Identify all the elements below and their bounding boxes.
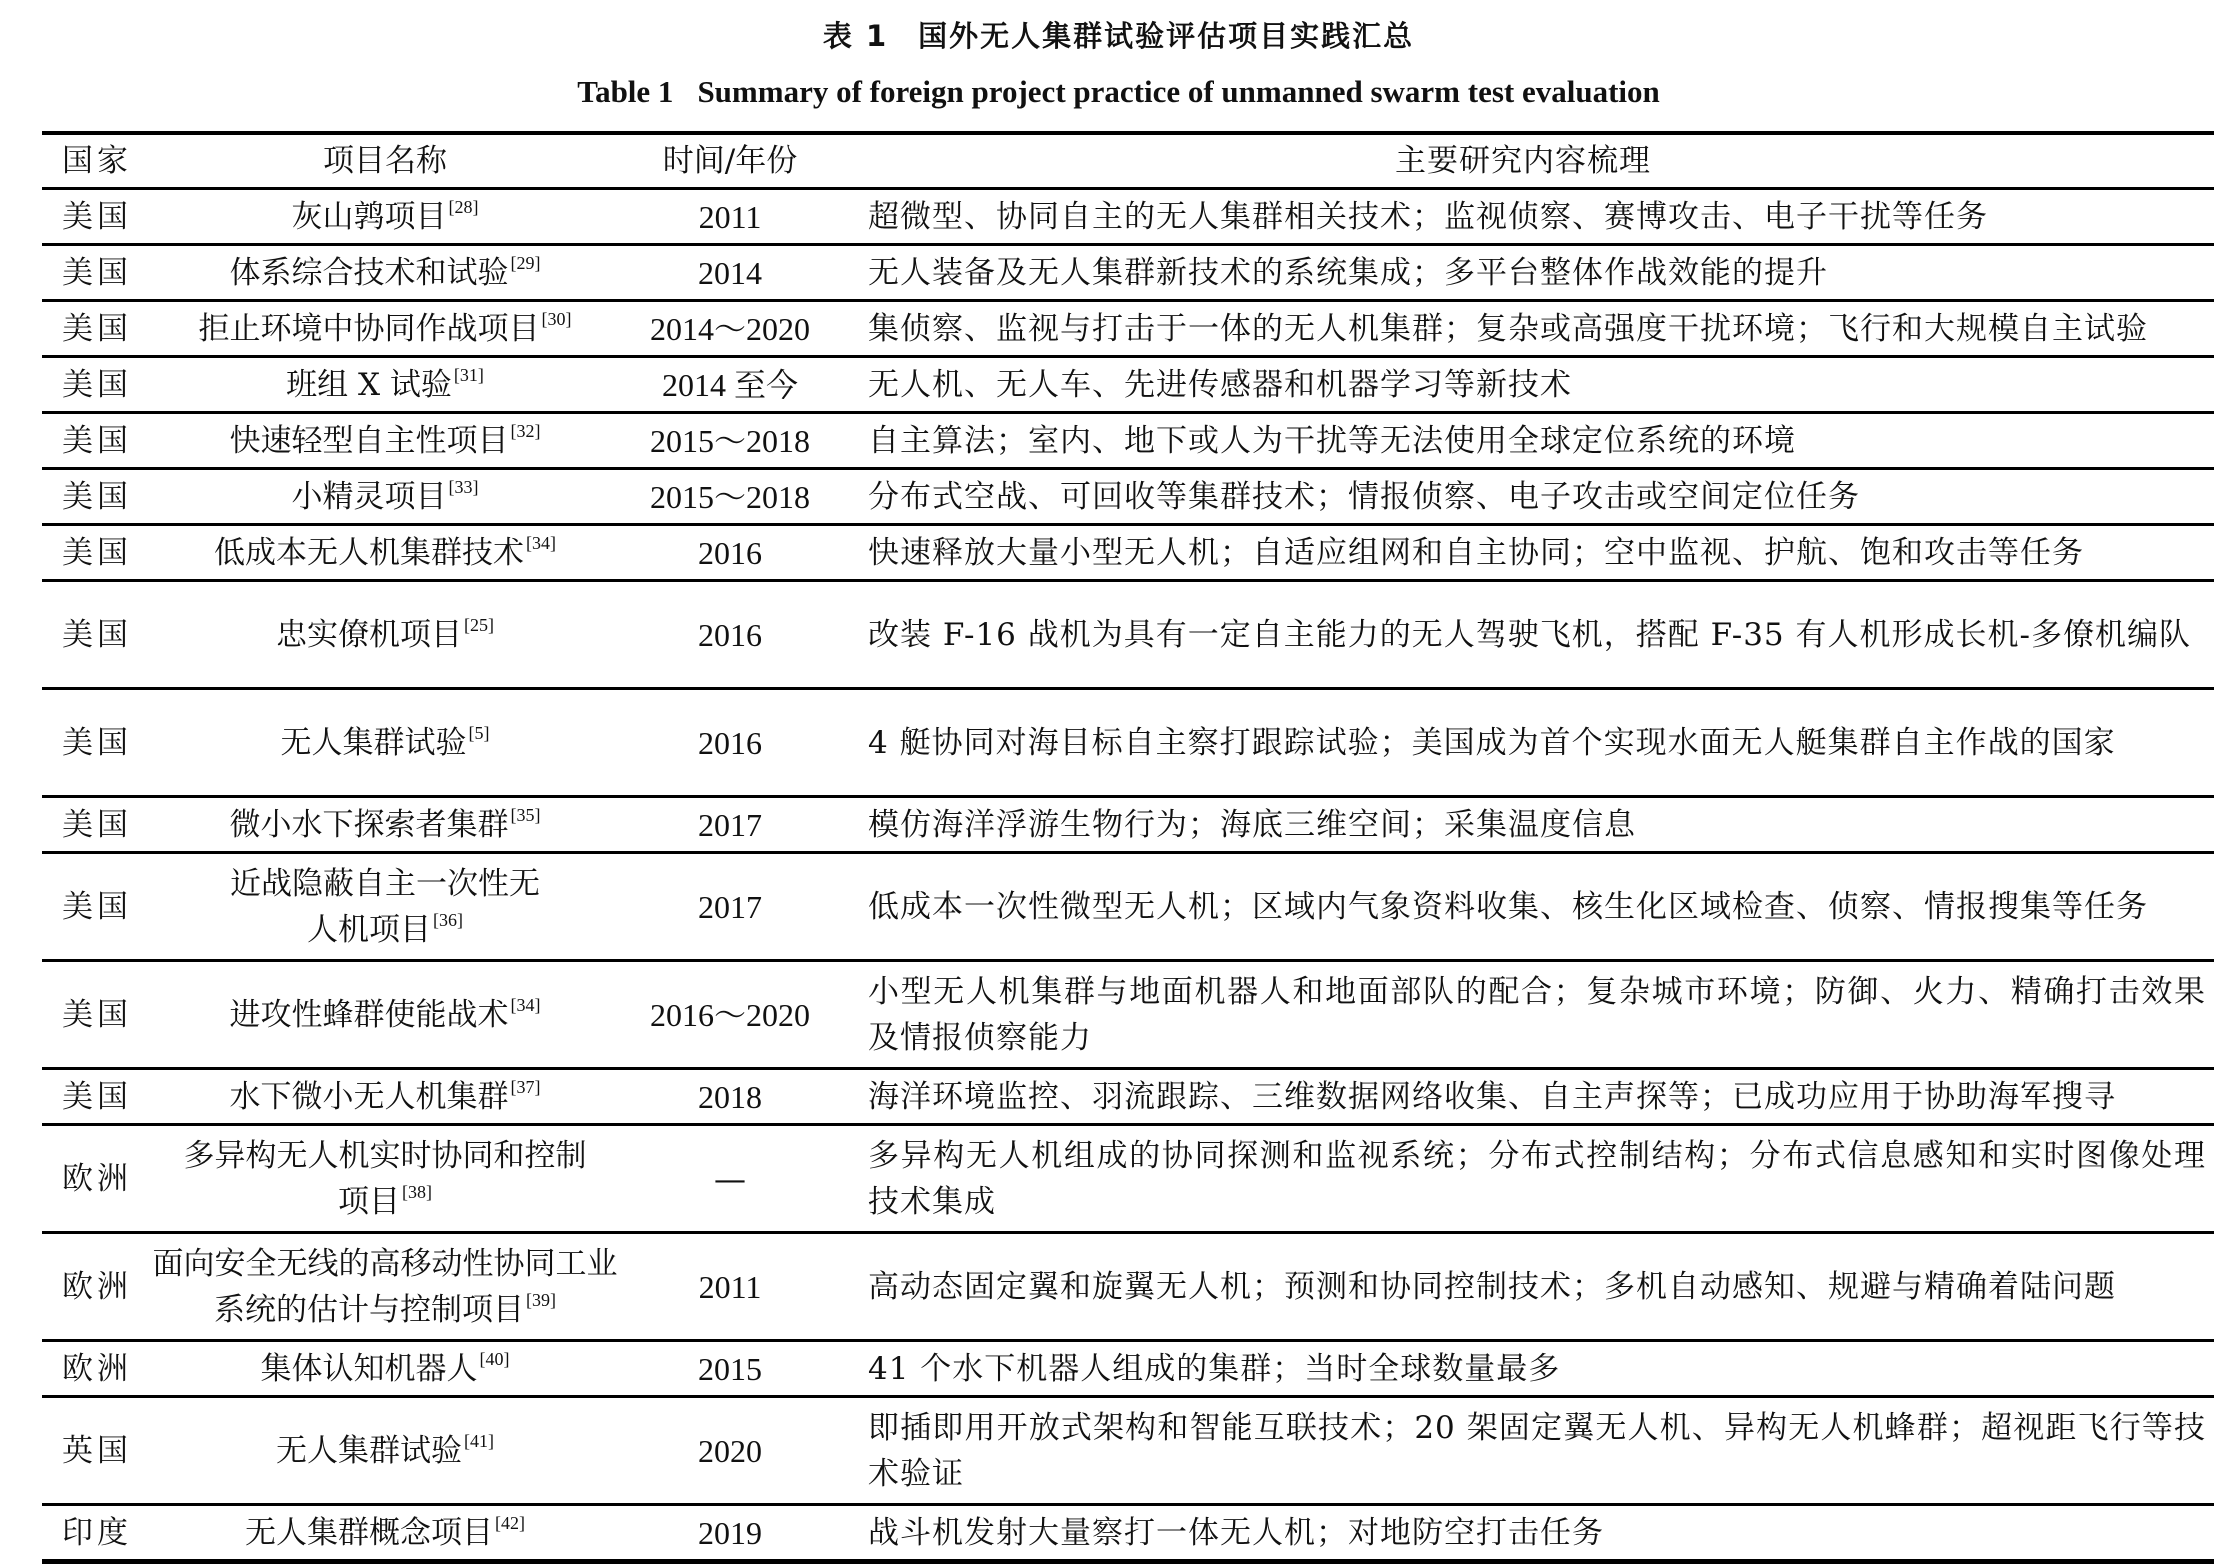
cell-country: 美国	[42, 245, 150, 301]
table-row	[42, 1397, 2214, 1505]
cell-year: 2015～2018	[620, 469, 840, 525]
cell-year: 2017	[620, 853, 840, 961]
header-content: 主要研究内容梳理	[840, 133, 2214, 189]
caption-en-number: Table 1	[577, 74, 674, 109]
caption-en-title: Summary of foreign project practice of unmanned swarm test evaluation	[697, 74, 1660, 109]
cell-project	[150, 1069, 620, 1125]
reference-citation[interactable]: [40]	[479, 1348, 510, 1369]
reference-citation[interactable]: [25]	[464, 614, 494, 635]
project-name: 快速轻型自主性项目	[229, 422, 509, 459]
table-row	[42, 245, 2214, 301]
cell-content: 即插即用开放式架构和智能互联技术；20 架固定翼无人机、异构无人机蜂群；超视距飞行等技术验证	[840, 1397, 2214, 1505]
cell-year: 2016	[620, 525, 840, 581]
cell-content: 分布式空战、可回收等集群技术；情报侦察、电子攻击或空间定位任务	[840, 469, 2214, 525]
project-name: 无人集群试验	[280, 724, 467, 761]
project-name: 集体认知机器人	[260, 1350, 478, 1387]
table-row	[42, 357, 2214, 413]
cell-content: 自主算法；室内、地下或人为干扰等无法使用全球定位系统的环境	[840, 413, 2214, 469]
table-row	[42, 1233, 2214, 1341]
cell-content: 多异构无人机组成的协同探测和监视系统；分布式控制结构；分布式信息感知和实时图像处理技术集成	[840, 1125, 2214, 1233]
caption-cn-title: 国外无人集群试验评估项目实践汇总	[918, 19, 1415, 53]
table-row	[42, 961, 2214, 1069]
header-project: 项目名称	[150, 133, 620, 189]
project-name: 体系综合技术和试验	[229, 254, 509, 291]
table-row	[42, 853, 2214, 961]
cell-project	[150, 1397, 620, 1505]
table-row	[42, 1341, 2214, 1397]
cell-content: 41 个水下机器人组成的集群；当时全球数量最多	[840, 1341, 2214, 1397]
reference-citation[interactable]: [31]	[453, 364, 484, 385]
reference-citation[interactable]: [42]	[495, 1512, 525, 1533]
table-header-row	[42, 133, 2214, 189]
reference-citation[interactable]: [5]	[468, 722, 490, 743]
project-name: 面向安全无线的高移动性协同工业系统的估计与控制项目	[152, 1245, 618, 1328]
cell-year: —	[620, 1125, 840, 1233]
table-row	[42, 525, 2214, 581]
reference-citation[interactable]: [32]	[510, 420, 541, 441]
table-caption-en	[0, 74, 2237, 110]
table-row	[42, 581, 2214, 689]
project-name: 无人集群试验	[276, 1432, 462, 1469]
table-row	[42, 1125, 2214, 1233]
table-row	[42, 1069, 2214, 1125]
cell-content: 高动态固定翼和旋翼无人机；预测和协同控制技术；多机自动感知、规避与精确着陆问题	[840, 1233, 2214, 1341]
table-row	[42, 797, 2214, 853]
cell-project	[150, 189, 620, 245]
table-row	[42, 301, 2214, 357]
cell-project	[150, 581, 620, 689]
reference-citation[interactable]: [28]	[448, 196, 479, 217]
header-country: 国家	[42, 133, 150, 189]
cell-country: 美国	[42, 797, 150, 853]
cell-country: 美国	[42, 581, 150, 689]
cell-country: 美国	[42, 853, 150, 961]
cell-year: 2014	[620, 245, 840, 301]
cell-country: 欧洲	[42, 1341, 150, 1397]
cell-year: 2011	[620, 1233, 840, 1341]
cell-project	[150, 245, 620, 301]
reference-citation[interactable]: [29]	[510, 252, 541, 273]
cell-project	[150, 1233, 620, 1341]
cell-country: 美国	[42, 525, 150, 581]
cell-content: 无人装备及无人集群新技术的系统集成；多平台整体作战效能的提升	[840, 245, 2214, 301]
cell-country: 美国	[42, 469, 150, 525]
cell-country: 美国	[42, 357, 150, 413]
reference-citation[interactable]: [34]	[510, 994, 541, 1015]
project-name: 多异构无人机实时协同和控制项目	[183, 1137, 587, 1220]
cell-project	[150, 413, 620, 469]
reference-citation[interactable]: [36]	[433, 909, 463, 930]
cell-year: 2016～2020	[620, 961, 840, 1069]
cell-content: 低成本一次性微型无人机；区域内气象资料收集、核生化区域检查、侦察、情报搜集等任务	[840, 853, 2214, 961]
table-caption-cn	[0, 14, 2237, 55]
project-name: 班组 X 试验	[286, 366, 452, 403]
table-row	[42, 413, 2214, 469]
cell-year: 2020	[620, 1397, 840, 1505]
table-row	[42, 689, 2214, 797]
project-name: 近战隐蔽自主一次性无人机项目	[230, 865, 540, 948]
reference-citation[interactable]: [33]	[448, 476, 479, 497]
cell-country: 美国	[42, 689, 150, 797]
cell-country: 美国	[42, 301, 150, 357]
cell-project	[150, 301, 620, 357]
reference-citation[interactable]: [37]	[510, 1076, 541, 1097]
cell-content: 战斗机发射大量察打一体无人机；对地防空打击任务	[840, 1505, 2214, 1562]
cell-project	[150, 853, 620, 961]
cell-country: 欧洲	[42, 1233, 150, 1341]
header-year: 时间/年份	[620, 133, 840, 189]
cell-project	[150, 961, 620, 1069]
table-row	[42, 469, 2214, 525]
cell-project	[150, 1505, 620, 1562]
cell-project	[150, 797, 620, 853]
table-row	[42, 189, 2214, 245]
reference-citation[interactable]: [35]	[510, 804, 541, 825]
project-name: 忠实僚机项目	[276, 616, 462, 653]
reference-citation[interactable]: [30]	[541, 308, 572, 329]
cell-content: 模仿海洋浮游生物行为；海底三维空间；采集温度信息	[840, 797, 2214, 853]
cell-project	[150, 469, 620, 525]
cell-project	[150, 357, 620, 413]
cell-year: 2019	[620, 1505, 840, 1562]
cell-year: 2015	[620, 1341, 840, 1397]
cell-country: 美国	[42, 413, 150, 469]
cell-year: 2018	[620, 1069, 840, 1125]
cell-year: 2016	[620, 581, 840, 689]
project-name: 拒止环境中协同作战项目	[198, 310, 540, 347]
project-name: 水下微小无人机集群	[229, 1078, 509, 1115]
cell-content: 改装 F-16 战机为具有一定自主能力的无人驾驶飞机，搭配 F-35 有人机形成长机-多僚机编队	[840, 581, 2214, 689]
cell-content: 无人机、无人车、先进传感器和机器学习等新技术	[840, 357, 2214, 413]
cell-project	[150, 1341, 620, 1397]
cell-year: 2016	[620, 689, 840, 797]
reference-citation[interactable]: [38]	[402, 1181, 432, 1202]
reference-citation[interactable]: [41]	[464, 1430, 494, 1451]
reference-citation[interactable]: [39]	[526, 1289, 556, 1310]
cell-content: 海洋环境监控、羽流跟踪、三维数据网络收集、自主声探等；已成功应用于协助海军搜寻	[840, 1069, 2214, 1125]
project-name: 灰山鹑项目	[291, 198, 447, 235]
cell-content: 集侦察、监视与打击于一体的无人机集群；复杂或高强度干扰环境；飞行和大规模自主试验	[840, 301, 2214, 357]
project-summary-table	[42, 131, 2214, 1564]
project-name: 无人集群概念项目	[245, 1514, 493, 1551]
project-name: 进攻性蜂群使能战术	[229, 996, 509, 1033]
cell-country: 美国	[42, 1069, 150, 1125]
project-name: 低成本无人机集群技术	[214, 534, 524, 571]
cell-year: 2011	[620, 189, 840, 245]
reference-citation[interactable]: [34]	[526, 532, 556, 553]
cell-year: 2014 至今	[620, 357, 840, 413]
cell-country: 美国	[42, 961, 150, 1069]
caption-cn-number: 表 1	[822, 19, 889, 53]
cell-year: 2014～2020	[620, 301, 840, 357]
project-name: 微小水下探索者集群	[229, 806, 509, 843]
cell-project	[150, 525, 620, 581]
cell-content: 4 艇协同对海目标自主察打跟踪试验；美国成为首个实现水面无人艇集群自主作战的国家	[840, 689, 2214, 797]
cell-country: 欧洲	[42, 1125, 150, 1233]
project-name: 小精灵项目	[291, 478, 447, 515]
cell-year: 2015～2018	[620, 413, 840, 469]
cell-country: 英国	[42, 1397, 150, 1505]
cell-project	[150, 1125, 620, 1233]
cell-year: 2017	[620, 797, 840, 853]
cell-project	[150, 689, 620, 797]
cell-content: 小型无人机集群与地面机器人和地面部队的配合；复杂城市环境；防御、火力、精确打击效果及情报侦察能力	[840, 961, 2214, 1069]
cell-content: 快速释放大量小型无人机；自适应组网和自主协同；空中监视、护航、饱和攻击等任务	[840, 525, 2214, 581]
cell-content: 超微型、协同自主的无人集群相关技术；监视侦察、赛博攻击、电子干扰等任务	[840, 189, 2214, 245]
cell-country: 印度	[42, 1505, 150, 1562]
cell-country: 美国	[42, 189, 150, 245]
table-row	[42, 1505, 2214, 1562]
